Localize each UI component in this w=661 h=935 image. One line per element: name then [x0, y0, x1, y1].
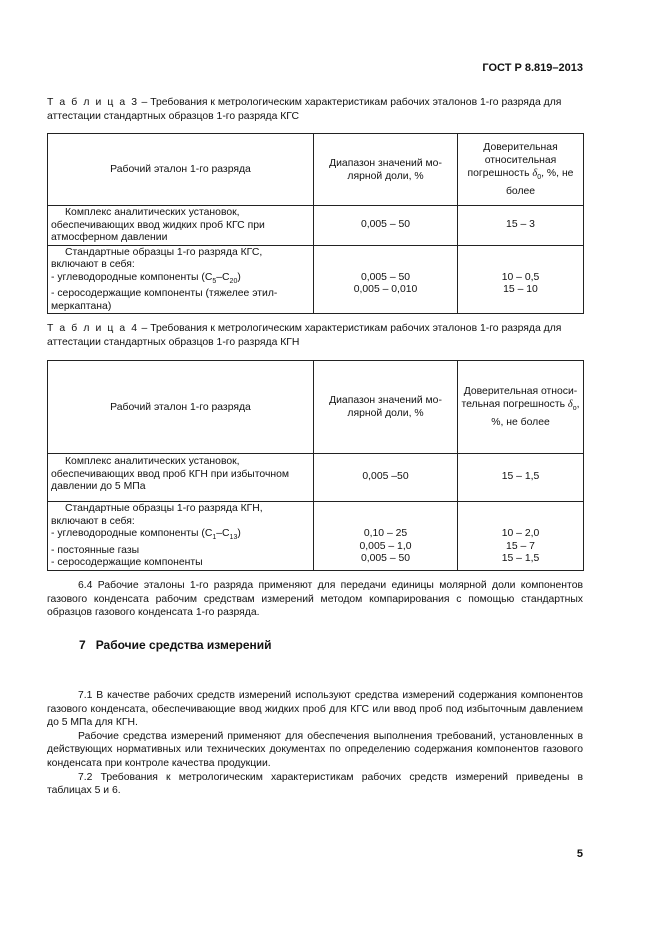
table4-row1-name: Комплекс аналитических установок, обеспечивающих ввод проб КГН при избыточном давлении до 5 МПа	[48, 454, 314, 502]
table-row	[48, 454, 584, 502]
table3-row1-range: 0,005 – 50	[314, 206, 458, 246]
table3-header-row	[48, 134, 584, 206]
paragraph-7-1b: Рабочие средства измерений применяют для обеспечения выполнения требований, установленных в действующих нормативных или технических документах по определению содержания компонентов газового конденсата при контроле качества продукции.	[47, 730, 583, 769]
table4-col-etalon: Рабочий эталон 1-го разряда	[48, 361, 314, 454]
table3-col-range: Диапазон значений мо-лярной доли, %	[314, 134, 458, 206]
table4-col-error: Доверительная относи-тельная погрешность $\delta_о$, %, не более	[458, 361, 584, 454]
table4-row1-error: 15 – 1,5	[458, 454, 584, 502]
table3-row2-error: 10 – 0,5 15 – 10	[458, 245, 584, 314]
section-number: 7	[79, 638, 86, 652]
table-row	[48, 206, 584, 246]
table4-caption-prefix: Т а б л и ц а 4	[47, 323, 139, 334]
page-number: 5	[576, 848, 583, 860]
section-7-body	[47, 689, 583, 798]
table3	[47, 133, 584, 314]
table3-col-error: Доверительная относительная погрешность $\delta_0$, %, не более	[458, 134, 584, 206]
table4-caption-text: – Требования к метрологическим характеристикам рабочих эталонов 1-го разряда для аттестации стандартных образцов 1-го разряда КГН	[47, 323, 562, 348]
table4-row2-error: 10 – 2,0 15 – 7 15 – 1,5	[458, 502, 584, 571]
table4-row2-range: 0,10 – 25 0,005 – 1,0 0,005 – 50	[314, 502, 458, 571]
table4-row2-name: Стандартные образцы 1-го разряда КГН, включают в себя: - углеводородные компоненты $(С_1-С_{13})$ - постоянные газы - серосодержащие компоненты	[48, 502, 314, 571]
table4-header-row	[48, 361, 584, 454]
document-header: ГОСТ Р 8.819–2013	[482, 62, 583, 74]
table4-row1-range: 0,005 –50	[314, 454, 458, 502]
paragraph-6-4: 6.4 Рабочие эталоны 1-го разряда применяют для передачи единицы молярной доли компонентов газового конденсата рабочим средствам измерений методом компарирования с помощью стандартных образцов газового конденсата 1-го разряда.	[47, 580, 583, 619]
section-title: Рабочие средства измерений	[95, 638, 272, 652]
table4-caption	[47, 322, 583, 350]
table-row	[48, 502, 584, 571]
table3-caption-text: – Требования к метрологическим характеристикам рабочих эталонов 1-го разряда для аттестации стандартных образцов 1-го разряда КГС	[47, 97, 562, 122]
table3-row2-name: Стандартные образцы 1-го разряда КГС, включают в себя: - углеводородные компоненты $(С_5-С_{20})$ - серосодержащие компоненты (тяжелее этил-меркаптана)	[48, 245, 314, 314]
table3-row2-range: 0,005 – 50 0,005 – 0,010	[314, 245, 458, 314]
section-7-heading	[79, 638, 272, 652]
paragraph-7-2: 7.2 Требования к метрологическим характеристикам рабочих средств измерений приведены в таблицах 5 и 6.	[47, 771, 583, 797]
paragraph-7-1: 7.1 В качестве рабочих средств измерений используют средства измерений содержания компонентов газового конденсата, обеспечивающие ввод жидких проб для КГС или ввод проб под избыточным давлением до 5 МПа для КГН.	[47, 690, 583, 729]
table3-row1-name: Комплекс аналитических установок, обеспечивающих ввод жидких проб КГС при атмосферном давлении	[48, 206, 314, 246]
table-row	[48, 245, 584, 314]
table3-row1-error: 15 – 3	[458, 206, 584, 246]
table3-caption	[47, 96, 583, 124]
table3-col-etalon: Рабочий эталон 1-го разряда	[48, 134, 314, 206]
table4-col-range: Диапазон значений мо-лярной доли, %	[314, 361, 458, 454]
table3-caption-prefix: Т а б л и ц а 3	[47, 97, 139, 108]
table4	[47, 360, 584, 571]
